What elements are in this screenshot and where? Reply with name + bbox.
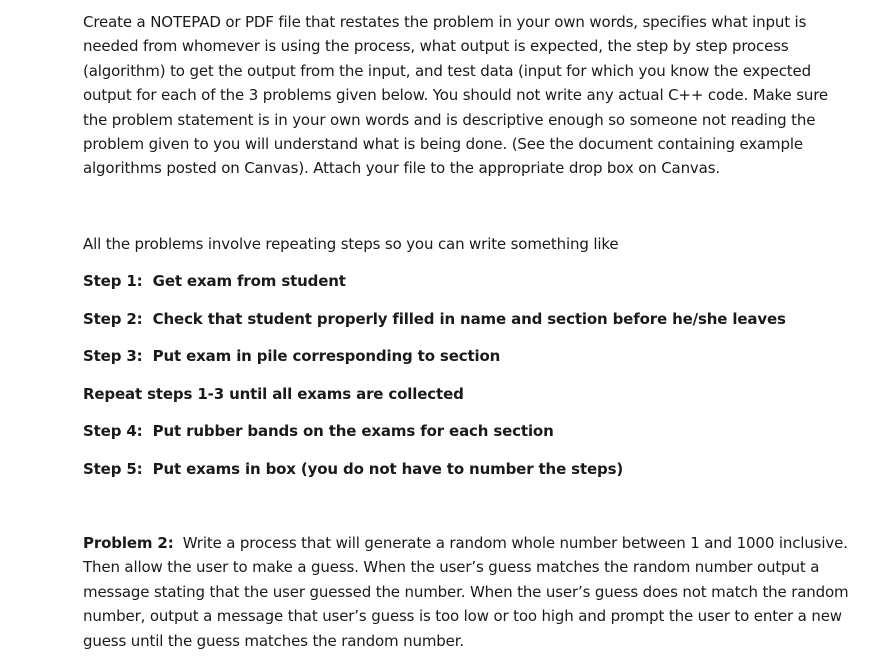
problem-2-paragraph xyxy=(83,531,855,653)
repeat-step xyxy=(83,383,464,405)
repeat-step-text: Repeat steps 1-3 until all exams are collected xyxy=(83,385,464,403)
intro-paragraph: Create a NOTEPAD or PDF file that restates the problem in your own words, specifies what input is needed from whomever is using the process, what output is expected, the step by step process (algorithm) to get the output from the input, and test data (input for which you know the expected output for each of the 3 problems given below. You should not write any actual C++ code. Make sure the problem statement is in your own words and is descriptive enough so someone not reading the problem given to you will understand what is being done. (See the document containing example algorithms posted on Canvas). Attach your file to the appropriate drop box on Canvas. xyxy=(83,13,828,178)
step-5-label: Step 5: xyxy=(83,460,143,478)
step-4 xyxy=(83,420,554,442)
step-4-text: Put rubber bands on the exams for each section xyxy=(152,422,554,440)
lead-paragraph: All the problems involve repeating steps so you can write something like xyxy=(83,235,619,253)
step-2 xyxy=(83,308,786,330)
step-3 xyxy=(83,345,500,367)
step-5-text: Put exams in box (you do not have to number the steps) xyxy=(152,460,624,478)
step-3-text: Put exam in pile corresponding to section xyxy=(152,347,501,365)
step-1 xyxy=(83,270,346,292)
problem-2-label: Problem 2: xyxy=(83,534,174,552)
step-4-label: Step 4: xyxy=(83,422,143,440)
step-1-text: Get exam from student xyxy=(152,272,346,290)
problem-2-text: Write a process that will generate a random whole number between 1 and 1000 inclusive. Then allow the user to make a guess. When the user’s guess matches the random number output a message stating that the user guessed the number. When the user’s guess does not match the random number, output a message that user’s guess is too low or too high and prompt the user to enter a new guess until the guess matches the random number. xyxy=(83,534,849,650)
step-5 xyxy=(83,458,623,480)
step-2-text: Check that student properly filled in name and section before he/she leaves xyxy=(152,310,786,328)
step-1-label: Step 1: xyxy=(83,272,143,290)
step-3-label: Step 3: xyxy=(83,347,143,365)
step-2-label: Step 2: xyxy=(83,310,143,328)
